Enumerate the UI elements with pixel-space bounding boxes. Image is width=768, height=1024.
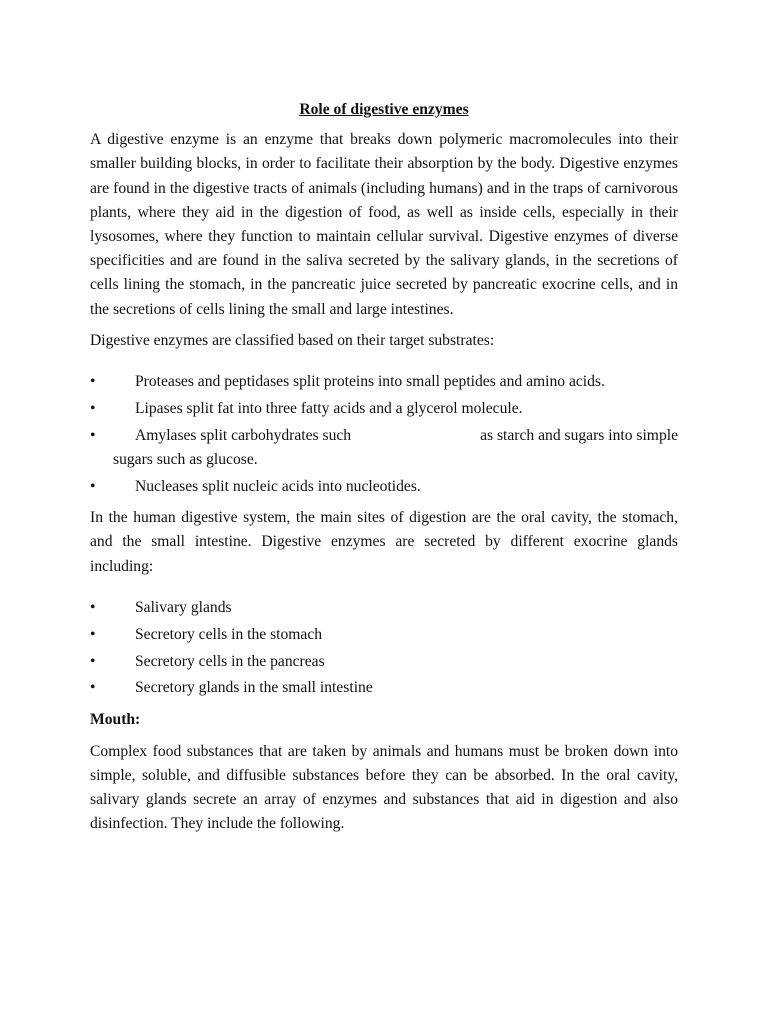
list-item-text: Lipases split fat into three fatty acids and a glycerol molecule. bbox=[135, 399, 523, 417]
mouth-heading: Mouth: bbox=[90, 710, 141, 728]
list-item bbox=[90, 650, 678, 674]
bullet-icon: • bbox=[90, 399, 96, 417]
list-item-text: Secretory cells in the stomach bbox=[135, 625, 323, 643]
list-item bbox=[90, 475, 678, 499]
mouth-paragraph: Complex food substances that are taken by animals and humans must be broken down into simple, soluble, and diffusible substances before they can be absorbed. In the oral cavity, salivary glands secrete an array of enzymes and substances that aid in digestion and also disinfection. They include the following. bbox=[90, 742, 678, 833]
list-item-text: Proteases and peptidases split proteins into small peptides and amino acids. bbox=[135, 373, 605, 391]
enzyme-list bbox=[90, 370, 678, 499]
bullet-icon: • bbox=[90, 598, 96, 616]
gland-list bbox=[90, 596, 678, 701]
bullet-icon: • bbox=[90, 679, 96, 697]
intro-paragraph: A digestive enzyme is an enzyme that breaks down polymeric macromolecules into their smaller building blocks, in order to facilitate their absorption by the body. Digestive enzymes are found in the digestive tracts of animals (including humans) and in the traps of carnivorous plants, where they aid in the digestion of food, as well as inside cells, especially in their lysosomes, where they function to maintain cellular survival. Digestive enzymes of diverse specificities and are found in the saliva secreted by the salivary glands, in the secretions of cells lining the stomach, in the pancreatic juice secreted by pancreatic exocrine cells, and in the secretions of cells lining the small and large intestines. bbox=[90, 131, 678, 318]
bullet-icon: • bbox=[90, 652, 96, 670]
sites-paragraph: In the human digestive system, the main sites of digestion are the oral cavity, the stomach, and the small intestine. Digestive enzymes are secreted by different exocrine glands including: bbox=[90, 509, 678, 575]
list-item-text: Secretory glands in the small intestine bbox=[135, 679, 373, 697]
list-item-first-line bbox=[135, 424, 678, 448]
list-item bbox=[90, 596, 678, 620]
list-item bbox=[90, 676, 678, 700]
document-page bbox=[90, 98, 678, 844]
list-item bbox=[90, 370, 678, 394]
bullet-icon: • bbox=[90, 625, 96, 643]
list-item bbox=[90, 424, 678, 472]
list-item-text: Secretory cells in the pancreas bbox=[135, 652, 325, 670]
list-item-text: Nucleases split nucleic acids into nucleotides. bbox=[135, 477, 421, 495]
classification-intro: Digestive enzymes are classified based on their target substrates: bbox=[90, 331, 495, 349]
list-item-text: as starch and sugars into simple bbox=[480, 426, 678, 444]
list-item bbox=[90, 623, 678, 647]
bullet-icon: • bbox=[90, 373, 96, 391]
bullet-icon: • bbox=[90, 426, 96, 444]
list-item-text: sugars such as glucose. bbox=[113, 451, 258, 469]
list-item-text: Salivary glands bbox=[135, 598, 232, 616]
bullet-icon: • bbox=[90, 477, 96, 495]
document-title: Role of digestive enzymes bbox=[299, 101, 469, 118]
list-item-text: Amylases split carbohydrates such bbox=[135, 426, 352, 444]
list-item bbox=[90, 397, 678, 421]
